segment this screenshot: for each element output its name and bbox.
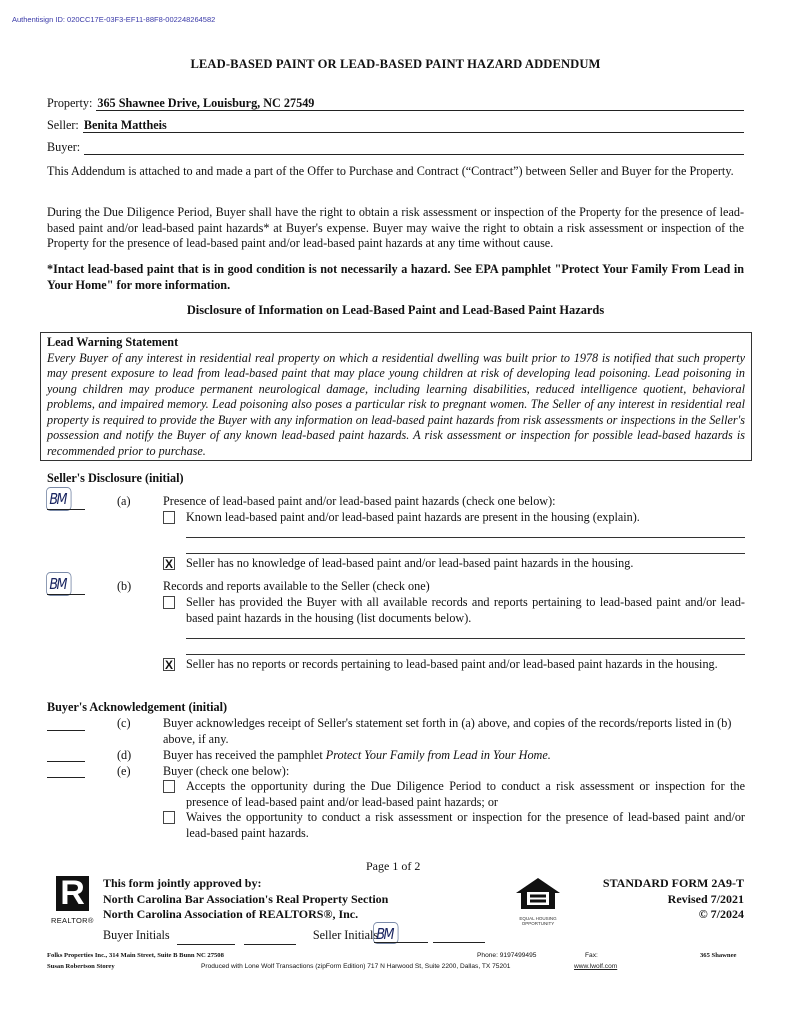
realtor-logo bbox=[51, 876, 95, 923]
option-no-records-text: Seller has no reports or records pertaining to lead-based paint and/or lead-based paint hazards in the housing. bbox=[186, 657, 718, 671]
explain-line-2[interactable] bbox=[186, 553, 745, 554]
pamphlet-title: Protect Your Family from Lead in Your Home. bbox=[325, 748, 551, 762]
intact-paint-note: *Intact lead-based paint that is in good condition is not necessarily a hazard. See EPA pamphlet "Protect Your Family From Lead in Your Home" for more information. bbox=[47, 262, 744, 292]
item-letter-e: (e) bbox=[117, 764, 131, 778]
buyer-initial-e[interactable] bbox=[47, 777, 85, 778]
company-line: Folks Properties Inc., 314 Main Street, Suite B Bunn NC 27508 bbox=[47, 952, 224, 959]
property-label: Property: bbox=[47, 95, 93, 110]
seller-initial-a[interactable]: BM bbox=[46, 487, 72, 511]
buyer-label: Buyer: bbox=[47, 139, 81, 154]
property-input[interactable]: 365 Shawnee Drive, Louisburg, NC 27549 bbox=[96, 96, 744, 111]
item-text-b: Records and reports available to the Seller (check one) bbox=[163, 579, 430, 593]
checkbox-provided-records[interactable] bbox=[163, 596, 175, 609]
option-no-knowledge-text: Seller has no knowledge of lead-based paint and/or lead-based paint hazards in the housing. bbox=[186, 556, 634, 570]
lead-warning-title: Lead Warning Statement bbox=[47, 335, 179, 349]
item-letter-a: (a) bbox=[117, 494, 131, 508]
item-text-c: Buyer acknowledges receipt of Seller's statement set forth in (a) above, and copies of the records/reports listed in (b) above, if any. bbox=[163, 716, 732, 746]
disclosure-heading: Disclosure of Information on Lead-Based Paint and Lead-Based Paint Hazards bbox=[186, 303, 605, 317]
item-letter-d: (d) bbox=[117, 748, 132, 762]
buyer-initials-label: Buyer Initials bbox=[103, 928, 170, 942]
equal-housing-icon bbox=[515, 877, 561, 911]
approval-line-2: North Carolina Bar Association's Real Property Section bbox=[103, 891, 389, 906]
seller-initial-b[interactable]: BM bbox=[46, 572, 72, 596]
checkbox-known-lead[interactable] bbox=[163, 511, 175, 524]
checkbox-waives-opportunity[interactable] bbox=[163, 811, 175, 824]
seller-field-row bbox=[47, 117, 744, 133]
equal-housing-logo bbox=[513, 877, 563, 925]
item-letter-b: (b) bbox=[117, 579, 132, 593]
lead-warning-text: Every Buyer of any interest in residential real property on which a residential dwelling was built prior to 1978 is notified that such property may present exposure to lead from lead-based paint that may place young children at risk of developing lead poisoning. Lead poisoning in young children may produce permanent neurological damage, including learning disabilities, reduced intelligence quotient, behavioral problems, and impaired memory. Lead poisoning also poses a particular risk to pregnant women. The Seller of any interest in residential real property is required to provide the Buyer with any information on lead-based paint hazards from risk assessments or inspections in the Seller's possession and notify the Buyer of any known lead-based paint hazards. A risk assessment or inspection for possible lead-based hazards is recommended prior to purchase. bbox=[47, 350, 745, 458]
produced-with: Produced with Lone Wolf Transactions (zipForm Edition) 717 N Harwood St, Suite 2200, Dallas, TX 75201 bbox=[201, 963, 511, 970]
item-text-e: Buyer (check one below): bbox=[163, 764, 290, 778]
seller-initial-a-line bbox=[47, 509, 85, 510]
copyright-date: © 7/2024 bbox=[698, 907, 744, 921]
fax-label: Fax: bbox=[585, 952, 598, 959]
option-waives-text: Waives the opportunity to conduct a risk assessment or inspection for the presence of lead-based paint and/or lead-based paint hazards. bbox=[186, 810, 745, 840]
due-diligence-paragraph: During the Due Diligence Period, Buyer shall have the right to obtain a risk assessment or inspection of the Property for the presence of lead-based paint and/or lead-based paint hazards* at Buyer's expense. Buyer may waive the right to obtain a risk assessment or inspection of the Property for the presence of lead-based paint and/or lead-based paint hazards at any time without cause. bbox=[47, 205, 744, 250]
agent-name: Susan Robertson Storey bbox=[47, 963, 115, 970]
documents-line-1[interactable] bbox=[186, 638, 745, 639]
buyer-input[interactable] bbox=[84, 140, 744, 155]
option-known-lead-text: Known lead-based paint and/or lead-based paint hazards are present in the housing (explain). bbox=[186, 510, 640, 524]
page-number: Page 1 of 2 bbox=[366, 859, 421, 873]
explain-line-1[interactable] bbox=[186, 537, 745, 538]
seller-input[interactable]: Benita Mattheis bbox=[83, 118, 744, 133]
seller-initials-1-line bbox=[374, 942, 428, 943]
checkbox-accepts-opportunity[interactable] bbox=[163, 780, 175, 793]
documents-line-2[interactable] bbox=[186, 654, 745, 655]
item-text-a: Presence of lead-based paint and/or lead-based paint hazards (check one below): bbox=[163, 494, 556, 508]
item-text-d bbox=[163, 748, 745, 764]
document-title: LEAD-BASED PAINT OR LEAD-BASED PAINT HAZARD ADDENDUM bbox=[190, 57, 601, 71]
checkbox-no-records[interactable]: X bbox=[164, 658, 173, 672]
initials-row bbox=[103, 928, 378, 945]
intro-paragraph: This Addendum is attached to and made a part of the Offer to Purchase and Contract (“Contract”) between Seller and Buyer for the Property. bbox=[47, 164, 734, 178]
buyer-field-row bbox=[47, 139, 744, 155]
buyer-initial-c[interactable] bbox=[47, 730, 85, 731]
property-field-row bbox=[47, 95, 744, 111]
realtor-label: REALTOR® bbox=[51, 916, 94, 925]
phone-number: Phone: 9197499495 bbox=[477, 952, 537, 959]
seller-disclosure-heading: Seller's Disclosure (initial) bbox=[47, 471, 184, 485]
seller-initial-b-line bbox=[47, 594, 85, 595]
buyer-initials-2[interactable] bbox=[244, 928, 296, 945]
option-accepts-text: Accepts the opportunity during the Due Diligence Period to conduct a risk assessment or inspection for the presence of lead-based paint and/or lead-based paint hazards; or bbox=[186, 779, 745, 809]
checkbox-no-knowledge[interactable]: X bbox=[164, 557, 173, 571]
seller-initials-2[interactable] bbox=[433, 942, 485, 943]
lwolf-website-link[interactable]: www.lwolf.com bbox=[574, 963, 618, 970]
standard-form-number: STANDARD FORM 2A9-T bbox=[602, 876, 744, 890]
lead-warning-box bbox=[40, 332, 752, 461]
seller-label: Seller: bbox=[47, 117, 79, 132]
buyer-initials-1[interactable] bbox=[177, 928, 235, 945]
seller-initials-footer[interactable]: BM bbox=[373, 922, 399, 944]
file-name: 365 Shawnee bbox=[700, 952, 737, 959]
approval-line-3: North Carolina Association of REALTORS®, Inc. bbox=[103, 907, 359, 921]
seller-initials-label: Seller Initials bbox=[312, 928, 379, 942]
authentisign-id: Authentisign ID: 020CC17E-03F3-EF11-88F8-002248264582 bbox=[12, 15, 216, 24]
buyer-initial-d[interactable] bbox=[47, 761, 85, 762]
option-provided-records-text: Seller has provided the Buyer with all available records and reports pertaining to lead-based paint and/or lead-based paint hazards in the housing (list documents below). bbox=[186, 595, 745, 625]
buyer-ack-heading: Buyer's Acknowledgement (initial) bbox=[47, 700, 228, 714]
approval-line-1: This form jointly approved by: bbox=[103, 876, 262, 890]
item-text-d-prefix: Buyer has received the pamphlet bbox=[163, 748, 326, 762]
eho-text-2: OPPORTUNITY bbox=[521, 920, 555, 926]
revised-date: Revised 7/2021 bbox=[667, 891, 744, 906]
realtor-r-icon: R bbox=[56, 876, 89, 911]
standard-form-info bbox=[603, 876, 744, 923]
eho-text-1: EQUAL HOUSING bbox=[519, 915, 557, 921]
approval-statement bbox=[103, 876, 388, 923]
item-letter-c: (c) bbox=[117, 716, 131, 730]
